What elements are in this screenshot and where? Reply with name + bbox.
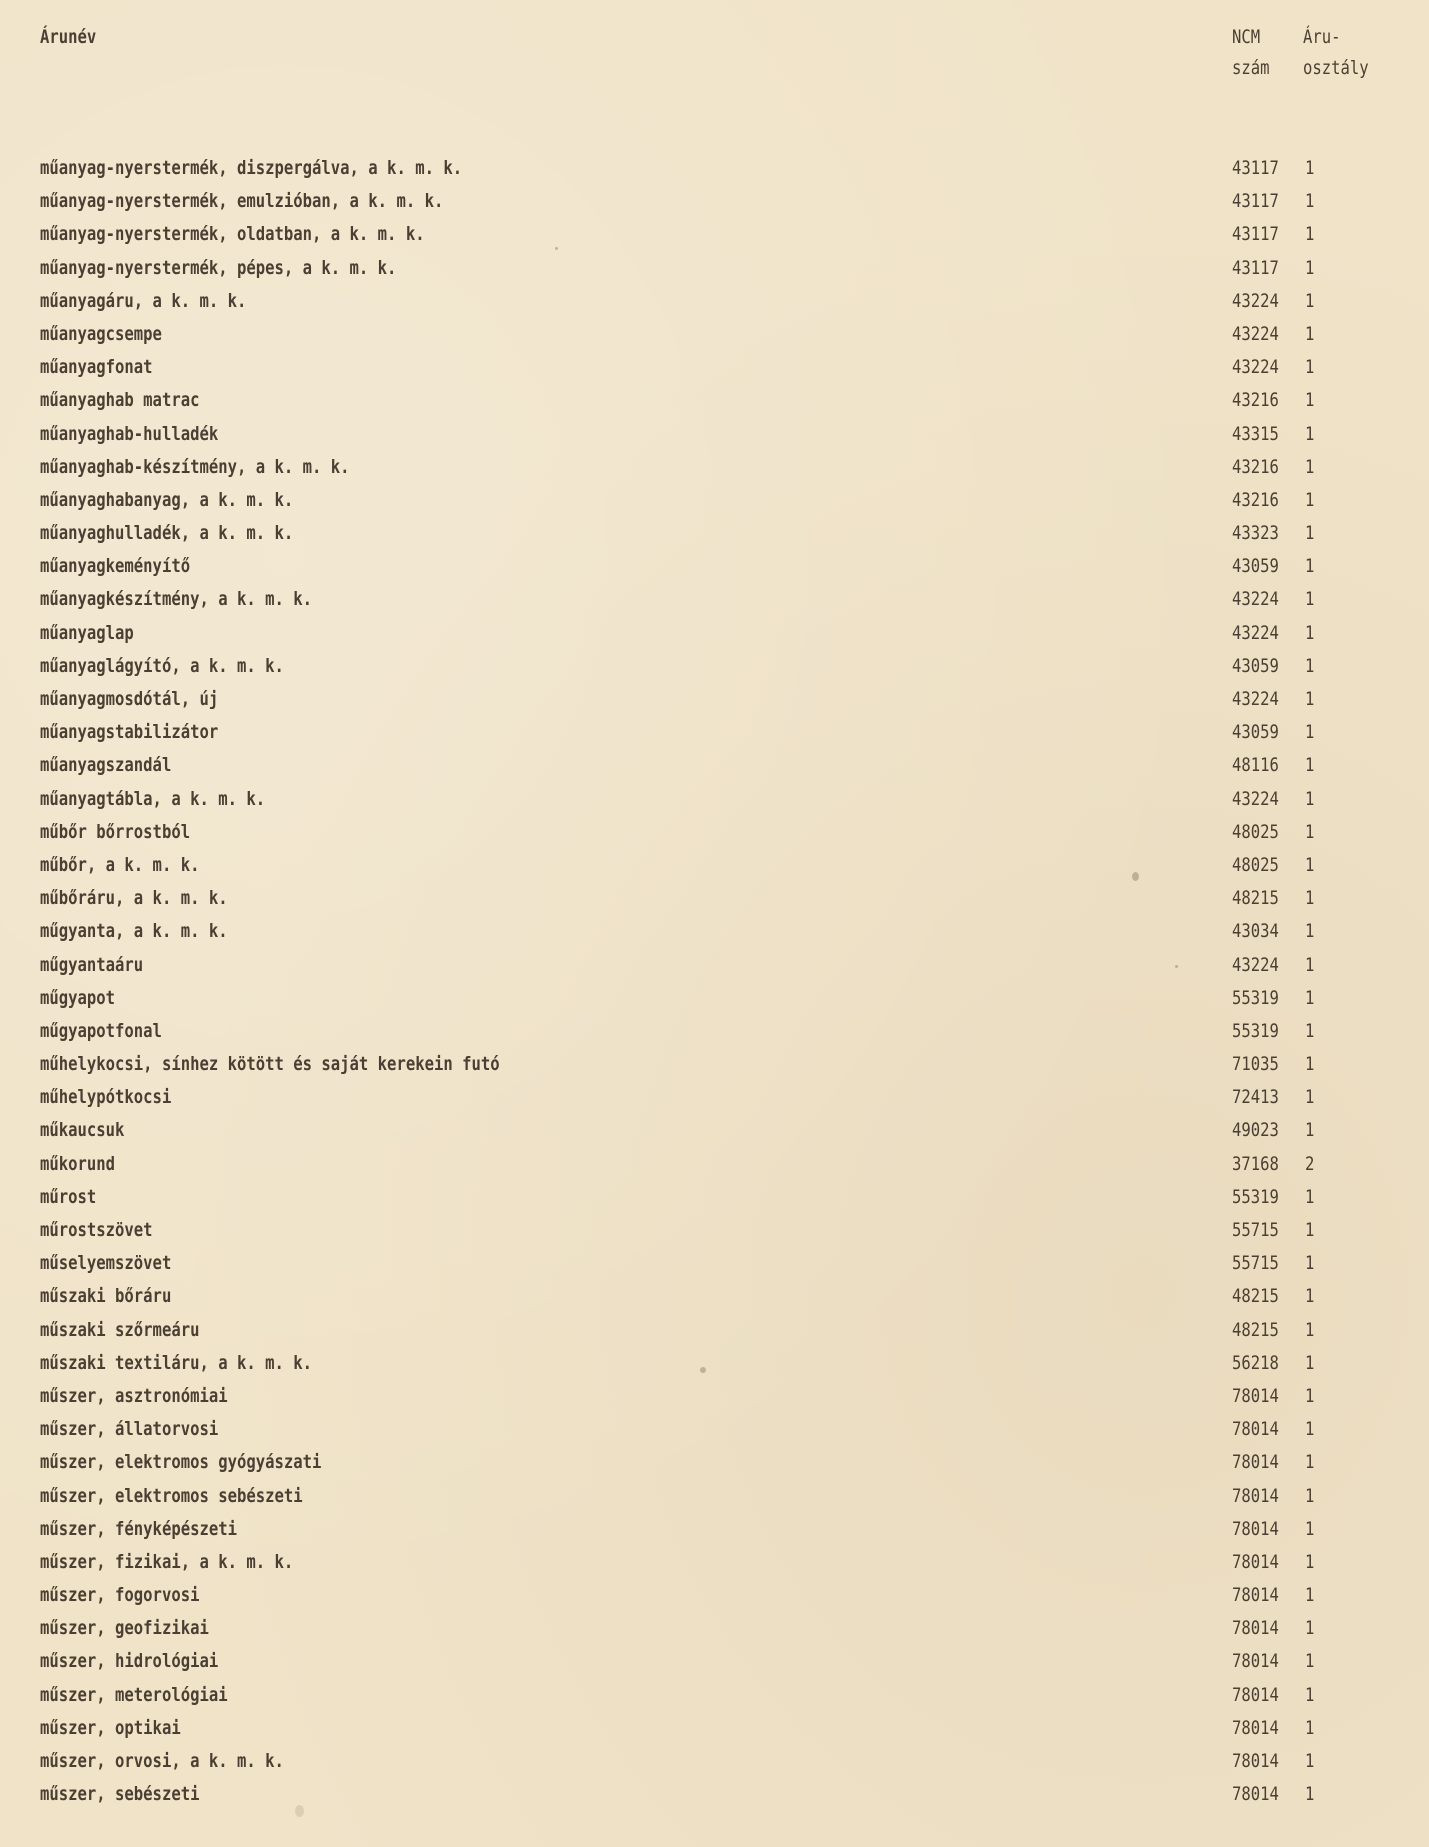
list-item [0, 1712, 1429, 1745]
product-name: műszer, fényképészeti [40, 1517, 237, 1540]
product-class: 1 [1305, 1783, 1315, 1806]
product-name: műanyaghab matrac [40, 389, 200, 412]
product-class: 1 [1305, 1252, 1315, 1275]
product-name: műszer, elektromos sebészeti [40, 1484, 303, 1507]
ncm-number: 78014 [1232, 1617, 1279, 1640]
product-name: műszer, meterológiai [40, 1683, 228, 1706]
list-item [0, 218, 1429, 251]
list-item [0, 1081, 1429, 1114]
product-class: 1 [1305, 1053, 1315, 1076]
product-class: 1 [1305, 356, 1315, 379]
ncm-number: 43224 [1232, 688, 1279, 710]
list-item [0, 1513, 1429, 1546]
product-name: műanyaghabanyag, a k. m. k. [40, 488, 294, 511]
list-item [0, 816, 1429, 849]
product-class: 1 [1305, 588, 1315, 611]
product-class: 1 [1305, 688, 1315, 710]
product-name: műanyagfonat [40, 356, 153, 379]
ncm-number: 78014 [1232, 1750, 1279, 1772]
header-product-class [1303, 22, 1369, 84]
ncm-number: 43059 [1232, 721, 1279, 744]
list-item [0, 882, 1429, 915]
product-class: 1 [1305, 1086, 1315, 1109]
list-item [0, 716, 1429, 749]
list-item [0, 318, 1429, 351]
product-class: 1 [1305, 787, 1315, 810]
product-class: 1 [1305, 1451, 1315, 1474]
list-item [0, 1679, 1429, 1712]
list-item [0, 550, 1429, 583]
list-item [0, 152, 1429, 185]
product-class: 1 [1305, 289, 1315, 312]
list-item [0, 1347, 1429, 1380]
product-class: 1 [1305, 754, 1315, 777]
ncm-number: 78014 [1232, 1550, 1279, 1573]
list-item [0, 949, 1429, 982]
product-class: 1 [1305, 920, 1315, 943]
product-name: műgyantaáru [40, 953, 144, 976]
list-item [0, 1181, 1429, 1214]
ncm-number: 78014 [1232, 1650, 1279, 1673]
header-ncm-number [1232, 22, 1270, 84]
product-class: 1 [1305, 555, 1315, 578]
product-class: 1 [1305, 322, 1315, 345]
ncm-number: 43059 [1232, 555, 1279, 578]
list-item [0, 1247, 1429, 1280]
list-item [0, 517, 1429, 550]
product-name: műkaucsuk [40, 1119, 125, 1142]
product-name: műszer, orvosi, a k. m. k. [40, 1750, 284, 1772]
list-item [0, 1778, 1429, 1811]
product-name: műanyaghab-hulladék [40, 422, 219, 445]
header-ncm-line2: szám [1232, 57, 1270, 79]
product-class: 1 [1305, 654, 1315, 677]
product-class: 1 [1305, 1617, 1315, 1640]
product-name: műszer, állatorvosi [40, 1418, 219, 1441]
ncm-number: 55715 [1232, 1219, 1279, 1241]
product-name: műgyapotfonal [40, 1019, 162, 1042]
ncm-number: 48025 [1232, 853, 1279, 876]
list-item [0, 915, 1429, 948]
product-class: 1 [1305, 455, 1315, 478]
list-item [0, 1280, 1429, 1313]
ncm-number: 43224 [1232, 322, 1279, 345]
ncm-number: 43224 [1232, 787, 1279, 810]
ncm-number: 71035 [1232, 1053, 1279, 1076]
ncm-number: 43224 [1232, 588, 1279, 611]
ncm-number: 43224 [1232, 953, 1279, 976]
list-item [0, 1048, 1429, 1081]
product-list [0, 152, 1429, 1811]
list-item [0, 285, 1429, 318]
ncm-number: 78014 [1232, 1384, 1279, 1407]
product-class: 1 [1305, 853, 1315, 876]
ncm-number: 78014 [1232, 1716, 1279, 1739]
ncm-number: 72413 [1232, 1086, 1279, 1109]
ncm-number: 43224 [1232, 621, 1279, 644]
product-class: 1 [1305, 1716, 1315, 1739]
product-name: műanyagcsempe [40, 322, 162, 345]
list-item [0, 384, 1429, 417]
product-class: 1 [1305, 1550, 1315, 1573]
paper-speck [1132, 872, 1139, 881]
product-name: műanyaghulladék, a k. m. k. [40, 522, 294, 545]
ncm-number: 43224 [1232, 289, 1279, 312]
list-item [0, 1114, 1429, 1147]
list-item [0, 1413, 1429, 1446]
product-class: 1 [1305, 157, 1315, 179]
product-name: műanyagmosdótál, új [40, 688, 219, 710]
product-name: műszer, optikai [40, 1716, 181, 1739]
product-name: műanyaghab-készítmény, a k. m. k. [40, 455, 350, 478]
product-name: műszer, elektromos gyógyászati [40, 1451, 322, 1474]
product-name: műgyapot [40, 986, 116, 1009]
ncm-number: 56218 [1232, 1351, 1279, 1374]
ncm-number: 43216 [1232, 455, 1279, 478]
list-item [0, 1446, 1429, 1479]
ncm-number: 78014 [1232, 1683, 1279, 1706]
product-name: műanyagszandál [40, 754, 172, 777]
product-class: 1 [1305, 721, 1315, 744]
product-class: 1 [1305, 1418, 1315, 1441]
list-item [0, 1214, 1429, 1247]
product-class: 1 [1305, 1650, 1315, 1673]
product-class: 1 [1305, 820, 1315, 843]
ncm-number: 55715 [1232, 1252, 1279, 1275]
product-name: műanyag-nyerstermék, oldatban, a k. m. k. [40, 223, 425, 246]
product-name: műanyagkeményítő [40, 555, 191, 578]
ncm-number: 43216 [1232, 389, 1279, 412]
list-item [0, 484, 1429, 517]
ncm-number: 43117 [1232, 157, 1279, 179]
product-name: műanyaglap [40, 621, 134, 644]
product-name: műszer, sebészeti [40, 1783, 200, 1806]
list-item [0, 351, 1429, 384]
table-header [0, 22, 1429, 82]
ncm-number: 48116 [1232, 754, 1279, 777]
ncm-number: 55319 [1232, 1185, 1279, 1208]
header-class-line2: osztály [1303, 57, 1369, 79]
product-class: 1 [1305, 223, 1315, 246]
product-name: műselyemszövet [40, 1252, 172, 1275]
list-item [0, 1380, 1429, 1413]
product-name: műbőráru, a k. m. k. [40, 887, 228, 910]
product-name: műrost [40, 1185, 97, 1208]
product-name: műszer, fogorvosi [40, 1584, 200, 1607]
list-item [0, 252, 1429, 285]
list-item [0, 418, 1429, 451]
product-class: 1 [1305, 1484, 1315, 1507]
list-item [0, 849, 1429, 882]
ncm-number: 43034 [1232, 920, 1279, 943]
product-name: műanyaglágyító, a k. m. k. [40, 654, 284, 677]
ncm-number: 43216 [1232, 488, 1279, 511]
product-class: 1 [1305, 986, 1315, 1009]
list-item [0, 1645, 1429, 1678]
product-name: műbőr bőrrostból [40, 820, 191, 843]
product-class: 1 [1305, 1318, 1315, 1341]
product-class: 1 [1305, 1285, 1315, 1308]
product-name: műanyag-nyerstermék, pépes, a k. m. k. [40, 256, 397, 279]
product-name: műszer, geofizikai [40, 1617, 209, 1640]
list-item [0, 1148, 1429, 1181]
product-name: műrostszövet [40, 1219, 153, 1241]
product-name: műanyagtábla, a k. m. k. [40, 787, 266, 810]
ncm-number: 55319 [1232, 1019, 1279, 1042]
product-class: 1 [1305, 190, 1315, 213]
product-class: 1 [1305, 621, 1315, 644]
list-item [0, 1015, 1429, 1048]
ncm-number: 43059 [1232, 654, 1279, 677]
product-name: műanyagáru, a k. m. k. [40, 289, 247, 312]
header-class-line1: Áru- [1303, 26, 1341, 48]
product-name: műbőr, a k. m. k. [40, 853, 200, 876]
list-item [0, 617, 1429, 650]
ncm-number: 43117 [1232, 256, 1279, 279]
product-name: műhelykocsi, sínhez kötött és saját kerekein futó [40, 1053, 500, 1076]
list-item [0, 683, 1429, 716]
list-item [0, 1314, 1429, 1347]
header-product-name [40, 22, 96, 52]
list-item [0, 1745, 1429, 1778]
ncm-number: 43117 [1232, 223, 1279, 246]
list-item [0, 650, 1429, 683]
product-name: műhelypótkocsi [40, 1086, 172, 1109]
paper-speck [555, 247, 558, 250]
list-item [0, 1480, 1429, 1513]
paper-speck [700, 1367, 706, 1373]
ncm-number: 43224 [1232, 356, 1279, 379]
product-class: 1 [1305, 488, 1315, 511]
product-name: műgyanta, a k. m. k. [40, 920, 228, 943]
product-class: 1 [1305, 1750, 1315, 1772]
product-name: műanyagkészítmény, a k. m. k. [40, 588, 313, 611]
product-name: műanyagstabilizátor [40, 721, 219, 744]
list-item [0, 1546, 1429, 1579]
product-class: 1 [1305, 1019, 1315, 1042]
product-class: 1 [1305, 1185, 1315, 1208]
list-item [0, 982, 1429, 1015]
product-name: műszaki textiláru, a k. m. k. [40, 1351, 313, 1374]
product-name: műszaki szőrmeáru [40, 1318, 200, 1341]
ncm-number: 78014 [1232, 1517, 1279, 1540]
paper-speck [1175, 965, 1178, 968]
ncm-number: 78014 [1232, 1783, 1279, 1806]
ncm-number: 78014 [1232, 1584, 1279, 1607]
product-class: 1 [1305, 1219, 1315, 1241]
ncm-number: 48215 [1232, 1318, 1279, 1341]
ncm-number: 43117 [1232, 190, 1279, 213]
ncm-number: 43323 [1232, 522, 1279, 545]
product-name: műszer, fizikai, a k. m. k. [40, 1550, 294, 1573]
product-name: műanyag-nyerstermék, diszpergálva, a k. m. k. [40, 157, 463, 179]
ncm-number: 78014 [1232, 1484, 1279, 1507]
ncm-number: 78014 [1232, 1418, 1279, 1441]
ncm-number: 55319 [1232, 986, 1279, 1009]
product-name: műszer, hidrológiai [40, 1650, 219, 1673]
product-class: 1 [1305, 887, 1315, 910]
list-item [0, 1579, 1429, 1612]
product-class: 1 [1305, 1584, 1315, 1607]
paper-speck [295, 1805, 304, 1817]
product-class: 1 [1305, 1351, 1315, 1374]
product-class: 1 [1305, 953, 1315, 976]
product-name: műkorund [40, 1152, 116, 1175]
product-class: 1 [1305, 389, 1315, 412]
product-class: 1 [1305, 422, 1315, 445]
header-ncm-line1: NCM [1232, 26, 1261, 48]
list-item [0, 749, 1429, 782]
ncm-number: 43315 [1232, 422, 1279, 445]
ncm-number: 37168 [1232, 1152, 1279, 1175]
header-product-name-label: Árunév [40, 26, 97, 48]
ncm-number: 48215 [1232, 1285, 1279, 1308]
product-name: műszer, asztronómiai [40, 1384, 228, 1407]
list-item [0, 1612, 1429, 1645]
product-class: 1 [1305, 1517, 1315, 1540]
ncm-number: 48215 [1232, 887, 1279, 910]
product-class: 1 [1305, 1384, 1315, 1407]
ncm-number: 78014 [1232, 1451, 1279, 1474]
product-class: 1 [1305, 256, 1315, 279]
product-class: 1 [1305, 522, 1315, 545]
product-class: 1 [1305, 1683, 1315, 1706]
list-item [0, 185, 1429, 218]
product-name: műanyag-nyerstermék, emulzióban, a k. m. k. [40, 190, 444, 213]
product-class: 2 [1305, 1152, 1315, 1175]
list-item [0, 583, 1429, 616]
ncm-number: 49023 [1232, 1119, 1279, 1142]
product-class: 1 [1305, 1119, 1315, 1142]
ncm-number: 48025 [1232, 820, 1279, 843]
list-item [0, 783, 1429, 816]
product-name: műszaki bőráru [40, 1285, 172, 1308]
list-item [0, 451, 1429, 484]
